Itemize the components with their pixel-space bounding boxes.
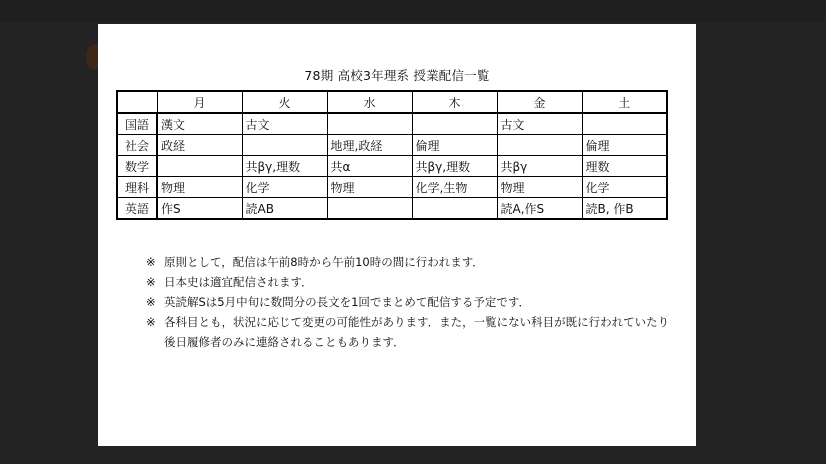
subject-label: 理科 — [117, 177, 157, 198]
subject-label: 国語 — [117, 113, 157, 135]
note-item — [146, 252, 676, 272]
schedule-table — [116, 90, 668, 220]
note-text: 英読解Sは5月中旬に数問分の長文を1回でまとめて配信する予定です． — [164, 295, 531, 309]
table-row — [117, 198, 667, 220]
subject-label: 社会 — [117, 135, 157, 156]
note-mark: ※ — [146, 315, 156, 329]
note-mark: ※ — [146, 275, 156, 289]
viewer-top-bar — [0, 0, 826, 22]
table-cell: 漢文 — [157, 113, 242, 135]
table-cell: 読AB — [242, 198, 327, 220]
table-cell: 作S — [157, 198, 242, 220]
table-cell: 化学 — [242, 177, 327, 198]
table-cell: 共βγ,理数 — [242, 156, 327, 177]
table-row — [117, 135, 667, 156]
table-cell: 共βγ — [497, 156, 582, 177]
note-text: 日本史は適宜配信されます． — [164, 275, 313, 289]
table-cell — [327, 198, 412, 220]
table-row — [117, 156, 667, 177]
table-cell: 倫理 — [412, 135, 497, 156]
table-cell: 化学,生物 — [412, 177, 497, 198]
table-cell: 読A,作S — [497, 198, 582, 220]
notes-list — [146, 252, 676, 352]
day-header: 土 — [582, 91, 667, 113]
table-cell: 地理,政経 — [327, 135, 412, 156]
table-cell — [157, 156, 242, 177]
table-cell: 倫理 — [582, 135, 667, 156]
day-header: 金 — [497, 91, 582, 113]
table-cell: 物理 — [327, 177, 412, 198]
table-cell: 読B, 作B — [582, 198, 667, 220]
table-cell — [582, 113, 667, 135]
table-cell: 政経 — [157, 135, 242, 156]
table-row — [117, 177, 667, 198]
table-cell: 物理 — [157, 177, 242, 198]
table-cell: 古文 — [497, 113, 582, 135]
day-header: 水 — [327, 91, 412, 113]
note-mark: ※ — [146, 255, 156, 269]
note-item — [146, 292, 676, 312]
table-cell: 共βγ,理数 — [412, 156, 497, 177]
table-cell: 古文 — [242, 113, 327, 135]
document-page — [98, 24, 696, 446]
note-item — [146, 272, 676, 292]
table-cell: 理数 — [582, 156, 667, 177]
table-cell — [497, 135, 582, 156]
table-cell: 共α — [327, 156, 412, 177]
table-cell — [242, 135, 327, 156]
table-cell — [412, 198, 497, 220]
table-row — [117, 113, 667, 135]
table-header-row — [117, 91, 667, 113]
note-text: 原則として，配信は午前8時から午前10時の間に行われます． — [164, 255, 484, 269]
page-title: 78期 高校3年理系 授業配信一覧 — [304, 68, 490, 83]
table-cell: 物理 — [497, 177, 582, 198]
day-header: 木 — [412, 91, 497, 113]
subject-label: 英語 — [117, 198, 157, 220]
table-cell — [327, 113, 412, 135]
note-item — [146, 312, 676, 352]
table-cell — [412, 113, 497, 135]
note-text: 各科目とも，状況に応じて変更の可能性があります．また，一覧にない科目が既に行われていたり後日履修者のみに連絡されることもあります． — [164, 315, 670, 349]
subject-label: 数学 — [117, 156, 157, 177]
table-cell: 化学 — [582, 177, 667, 198]
table-corner-cell — [117, 91, 157, 113]
day-header: 月 — [157, 91, 242, 113]
day-header: 火 — [242, 91, 327, 113]
note-mark: ※ — [146, 295, 156, 309]
